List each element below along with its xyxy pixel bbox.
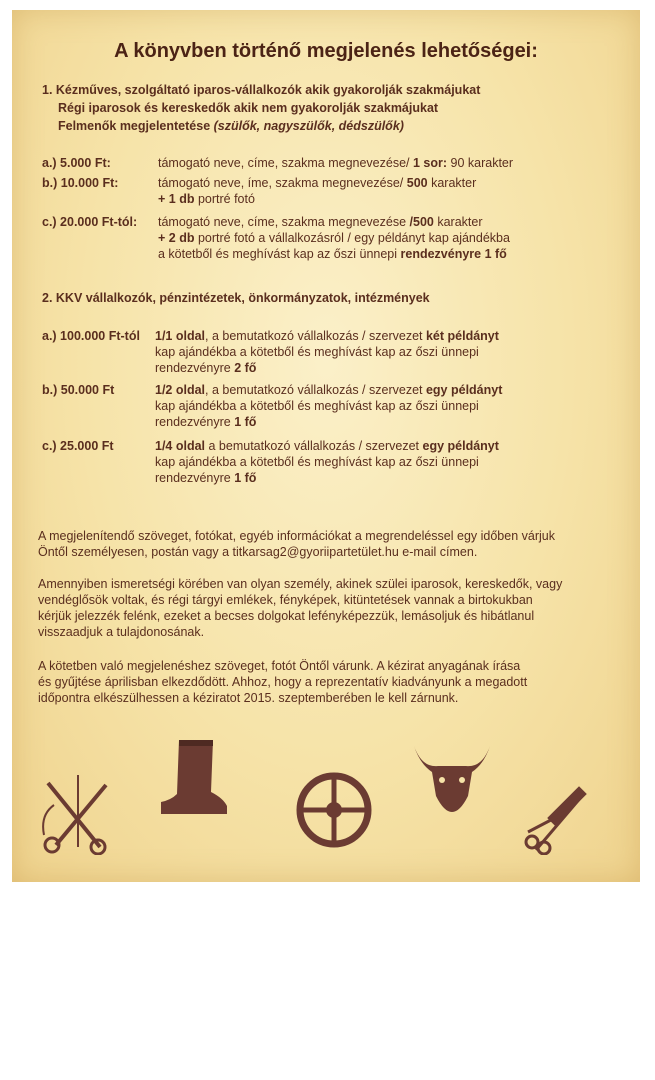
boot-icon xyxy=(157,740,232,820)
price-text-2b-line3: rendezvényre 1 fő xyxy=(155,415,257,429)
price-label-2b: b.) 50.000 Ft xyxy=(42,383,115,397)
paragraph-2-line4: visszaadjuk a tulajdonosának. xyxy=(38,625,205,639)
paragraph-2-line1: Amennyiben ismeretségi körében van olyan személy, akinek szülei iparosok, kereskedők, vagy xyxy=(38,577,563,591)
comb-scissors-icon xyxy=(522,780,602,855)
price-text-2c: 1/4 oldal a bemutatkozó vállalkozás / szervezet egy példányt xyxy=(155,439,499,453)
paragraph-3-line2: és gyűjtése áprilisban elkezdődött. Ahhoz, hogy a reprezentatív kiadványunk a megadott xyxy=(38,675,528,689)
price-text-1c-line2: + 2 db portré fotó a vállalkozásról / egy példányt kap ajándékba xyxy=(158,231,510,245)
price-text-2c-line3: rendezvényre 1 fő xyxy=(155,471,257,485)
paragraph-3-line1: A kötetben való megjelenéshez szöveget, fotót Öntől várunk. A kézirat anyagának írása xyxy=(38,659,521,673)
price-text-2b-line2: kap ajándékba a kötetből és meghívást kap az őszi ünnepi xyxy=(155,399,479,413)
needle-scissors-icon xyxy=(40,775,115,855)
price-label-2c: c.) 25.000 Ft xyxy=(42,439,114,453)
craft-icons-row xyxy=(12,735,640,865)
paragraph-2-line2: vendéglősök voltak, és régi tárgyi emlékek, fényképek, kitüntetések vannak a birtokukban xyxy=(38,593,533,607)
price-text-1b: támogató neve, íme, szakma megnevezése/ 500 karakter xyxy=(158,176,477,190)
paragraph-1-line2: Öntől személyesen, postán vagy a titkarsag2@gyoriipartetület.hu e-mail címen. xyxy=(38,545,478,559)
page-title: A könyvben történő megjelenés lehetőségei: xyxy=(114,40,538,62)
section1-line3: Felmenők megjelentetése (szülők, nagyszülők, dédszülők) xyxy=(58,119,404,133)
paragraph-2-line3: kérjük jelezzék felénk, ezeket a becses dolgokat lefényképezzük, lemásoljuk és hibátlanul xyxy=(38,609,535,623)
price-text-1b-line2: + 1 db portré fotó xyxy=(158,192,255,206)
section1-line2: Régi iparosok és kereskedők akik nem gyakorolják szakmájukat xyxy=(58,101,439,115)
price-label-1c: c.) 20.000 Ft-tól: xyxy=(42,215,138,229)
price-label-2a: a.) 100.000 Ft-tól xyxy=(42,329,140,343)
price-text-1a: támogató neve, címe, szakma megnevezése/ 1 sor: 90 karakter xyxy=(158,156,514,170)
price-text-2a-line2: kap ajándékba a kötetből és meghívást kap az őszi ünnepi xyxy=(155,345,479,359)
section2-heading: 2. KKV vállalkozók, pénzintézetek, önkormányzatok, intézmények xyxy=(42,291,430,305)
price-label-1b: b.) 10.000 Ft: xyxy=(42,176,119,190)
paragraph-3-line3: időpontra elkészülhessen a kéziratot 2015. szeptemberében le kell zárnunk. xyxy=(38,691,459,705)
price-text-1c-line3: a kötetből és meghívást kap az őszi ünnepi rendezvényre 1 fő xyxy=(158,247,507,261)
paragraph-1-line1: A megjelenítendő szöveget, fotókat, egyéb információkat a megrendeléssel egy időben várjuk xyxy=(38,529,555,543)
price-text-2c-line2: kap ajándékba a kötetből és meghívást kap az őszi ünnepi xyxy=(155,455,479,469)
price-text-2a-line3: rendezvényre 2 fő xyxy=(155,361,257,375)
price-text-2b: 1/2 oldal, a bemutatkozó vállalkozás / szervezet egy példányt xyxy=(155,383,503,397)
price-label-1a: a.) 5.000 Ft: xyxy=(42,156,111,170)
price-text-1c: támogató neve, címe, szakma megnevezése /500 karakter xyxy=(158,215,483,229)
bull-head-icon xyxy=(412,740,492,815)
price-text-2a: 1/1 oldal, a bemutatkozó vállalkozás / szervezet két példányt xyxy=(155,329,499,343)
wheel-tools-icon xyxy=(294,770,374,850)
section1-heading: 1. Kézműves, szolgáltató iparos-vállalkozók akik gyakorolják szakmájukat xyxy=(42,83,481,97)
